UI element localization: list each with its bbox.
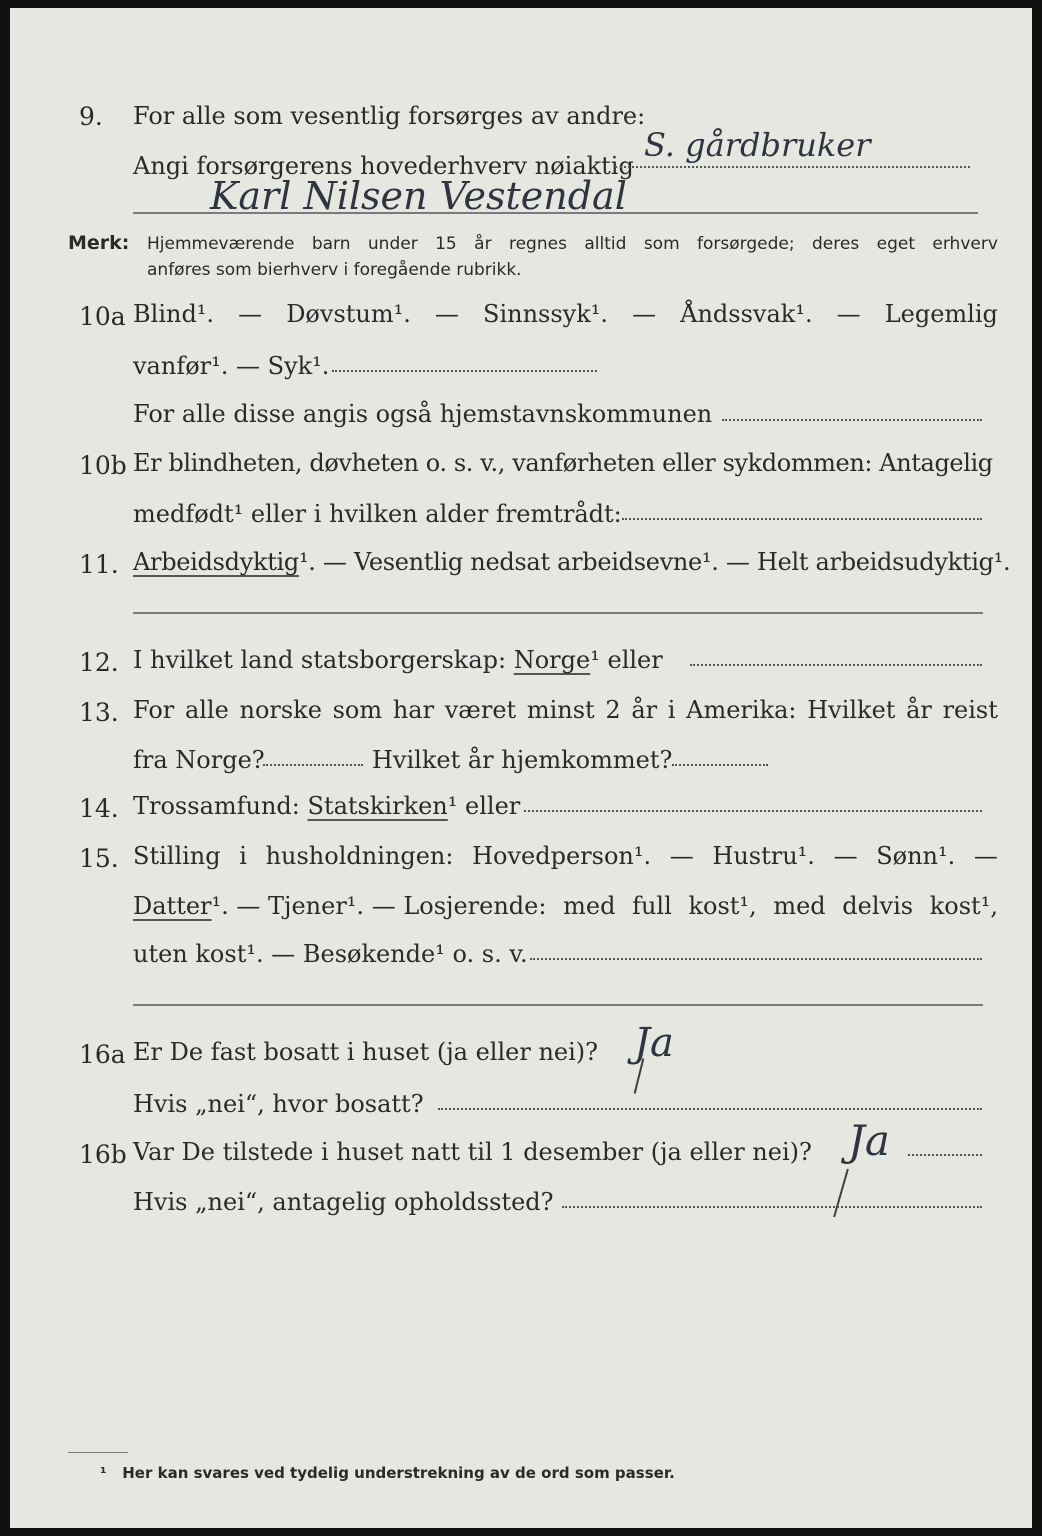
q10a-kommune-blank [722,419,982,421]
q16a-line1: Er De fast bosatt i huset (ja eller nei)? [133,1038,599,1066]
q12-line: I hvilket land statsborgerskap: Norge¹ eller [133,646,663,674]
q15-rule [133,1004,983,1006]
merk-label: Merk: [68,232,130,254]
q10b-alder-blank [622,518,982,520]
q16b-line1: Var De tilstede i huset natt til 1 desember (ja eller nei)? [133,1138,812,1166]
q16b-opholdssted-blank [562,1206,982,1208]
merk-line2: anføres som bierhverv i foregående rubrikk. [147,260,522,280]
q14-number: 14. [79,794,119,823]
q11-line1: Arbeidsdyktig¹. — Vesentlig nedsat arbeidsevne¹. — Helt arbeidsudyktig¹. [133,548,1011,576]
q12-number: 12. [79,648,119,677]
q9-occupation-blank [615,166,970,168]
q10a-line1: Blind¹. — Døvstum¹. — Sinnssyk¹. — Åndssvak¹. — Legemlig [133,300,998,328]
q16b-line2: Hvis „nei“, antagelig opholdssted? [133,1188,554,1216]
q12-underlined-option: Norge [513,646,591,674]
q10b-number: 10b [79,451,127,480]
q11-rule [133,612,983,614]
q13-line2a: fra Norge? [133,746,265,774]
q15-number: 15. [79,844,119,873]
q15-line3: uten kost¹. — Besøkende¹ o. s. v. [133,940,528,968]
q10a-line2: vanfør¹. — Syk¹. [133,352,330,380]
q14-underlined-option: Statskirken [307,792,448,820]
q9-handwritten-name: Karl Nilsen Vestendal [210,174,627,218]
q10a-number: 10a [79,302,126,331]
q9-handwritten-occupation: S. gårdbruker [644,126,871,164]
q15-underlined-option: Datter [133,892,212,920]
merk-line1: Hjemmeværende barn under 15 år regnes alltid som forsørgede; deres eget erhverv [147,234,998,254]
q14-blank [524,810,982,812]
q16a-number: 16a [79,1040,126,1069]
q10a-syk-blank [332,370,597,372]
q9-line2-label: Angi forsørgerens hovederhverv nøiaktig [133,152,634,180]
q13-reist-blank [263,764,363,766]
q9-name-rule [133,212,978,214]
q15-blank [530,958,982,960]
q15-line1: Stilling i husholdningen: Hovedperson¹. — Hustru¹. — Sønn¹. — [133,842,998,870]
q16a-line2: Hvis „nei“, hvor bosatt? [133,1090,424,1118]
q10a-line3: For alle disse angis også hjemstavnskommunen [133,400,713,428]
q16b-handwritten-answer: Ja [848,1116,890,1165]
q13-line2b: Hvilket år hjemkommet? [372,746,673,774]
q15-line2: Datter¹. — Tjener¹. — Losjerende: med full kost¹, med delvis kost¹, [133,892,998,920]
q12-blank [690,664,982,666]
q10b-line1: Er blindheten, døvheten o. s. v., vanførheten eller sykdommen: Antagelig [133,449,993,477]
q16a-handwritten-answer: Ja [634,1020,674,1066]
q16b-blank [908,1154,982,1156]
q16b-pen-stroke [833,1169,849,1218]
q11-number: 11. [79,550,119,579]
q13-number: 13. [79,698,119,727]
q14-line: Trossamfund: Statskirken¹ eller [133,792,521,820]
q9-number: 9. [79,102,103,131]
footnote: ¹ Her kan svares ved tydelig understrekning av de ord som passer. [100,1464,675,1482]
footnote-rule [68,1452,128,1453]
q13-hjemkommet-blank [672,764,768,766]
q16b-number: 16b [79,1140,127,1169]
q13-line1: For alle norske som har været minst 2 år i Amerika: Hvilket år reist [133,696,998,724]
census-form-page [10,8,1032,1528]
q11-underlined-option: Arbeidsdyktig [133,548,299,576]
q10b-line2: medfødt¹ eller i hvilken alder fremtrådt: [133,500,622,528]
q16a-blank [438,1108,982,1110]
q9-line1: For alle som vesentlig forsørges av andre: [133,102,646,130]
